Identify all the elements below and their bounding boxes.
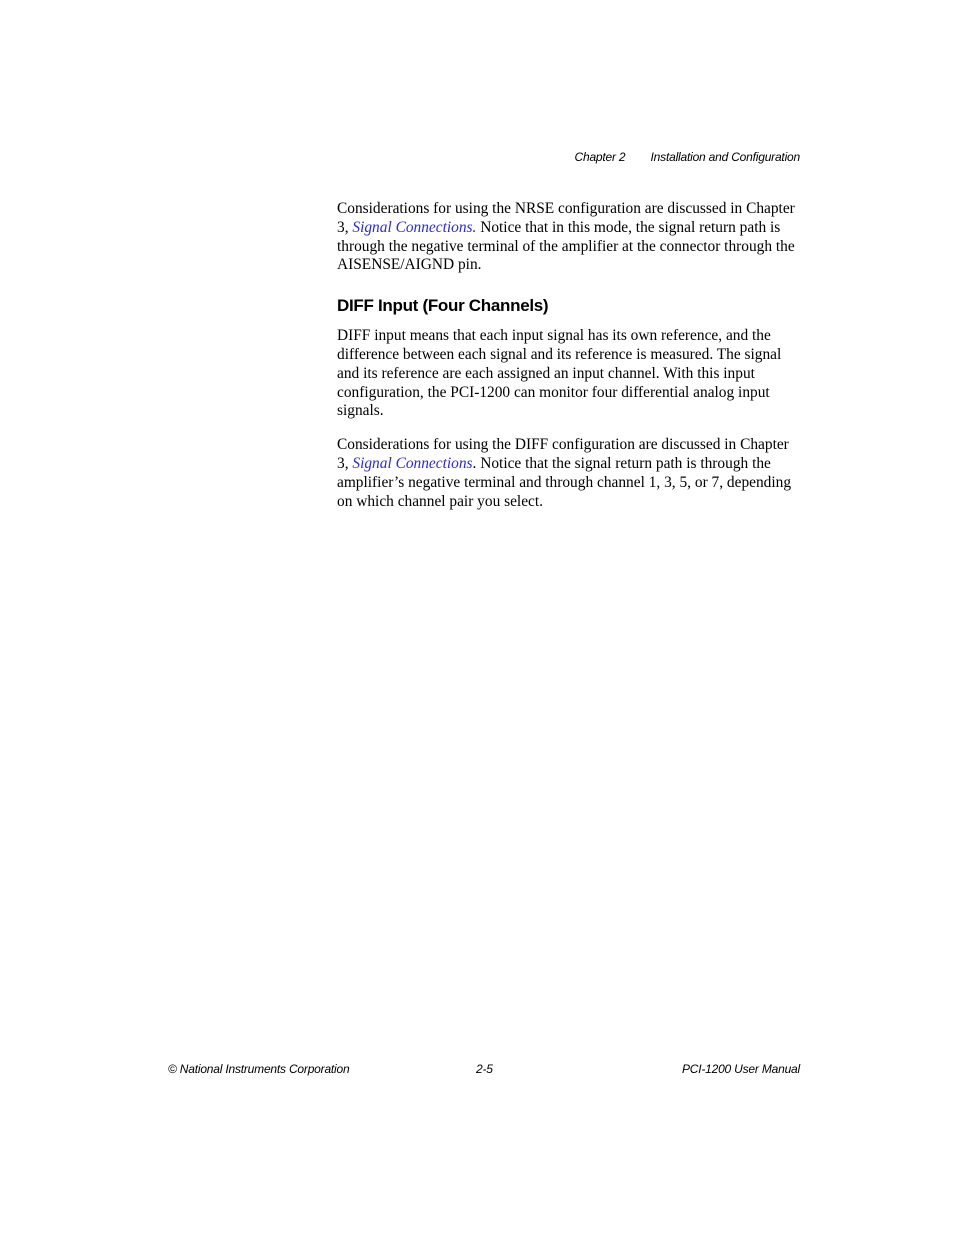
diff-considerations-paragraph <box>337 436 802 511</box>
page-content <box>337 200 802 526</box>
para1-text-after: Notice that in this mode, the signal return path is through the negative terminal of the amplifier at the connector through the AISENSE/AIGND pin. <box>337 218 795 274</box>
header-chapter: Chapter 2 <box>574 150 626 164</box>
diff-input-paragraph: DIFF input means that each input signal has its own reference, and the difference between each signal and its reference is measured. The signal and its reference are each assigned an input channel. With this input configuration, the PCI-1200 can monitor four differential analog input signals. <box>337 327 782 420</box>
footer-copyright: © National Instruments Corporation <box>168 1062 350 1076</box>
para1-text-before: Considerations for using the NRSE configuration are discussed in Chapter 3, <box>337 200 795 236</box>
signal-connections-link[interactable]: Signal Connections. <box>352 218 477 236</box>
signal-connections-link-2[interactable]: Signal Connections <box>352 454 473 472</box>
footer-manual-title: PCI-1200 User Manual <box>681 1062 800 1076</box>
section-heading: DIFF Input (Four Channels) <box>337 296 549 316</box>
para3-text-before: Considerations for using the DIFF configuration are discussed in Chapter 3, <box>337 436 789 472</box>
nrse-considerations-paragraph <box>337 200 802 275</box>
footer-page-number: 2-5 <box>476 1062 493 1076</box>
running-header <box>575 150 801 164</box>
para3-text-after: . Notice that the signal return path is through the amplifier’s negative terminal and through channel 1, 3, 5, or 7, depending on which channel pair you select. <box>337 454 792 510</box>
header-section-title: Installation and Configuration <box>650 150 800 164</box>
